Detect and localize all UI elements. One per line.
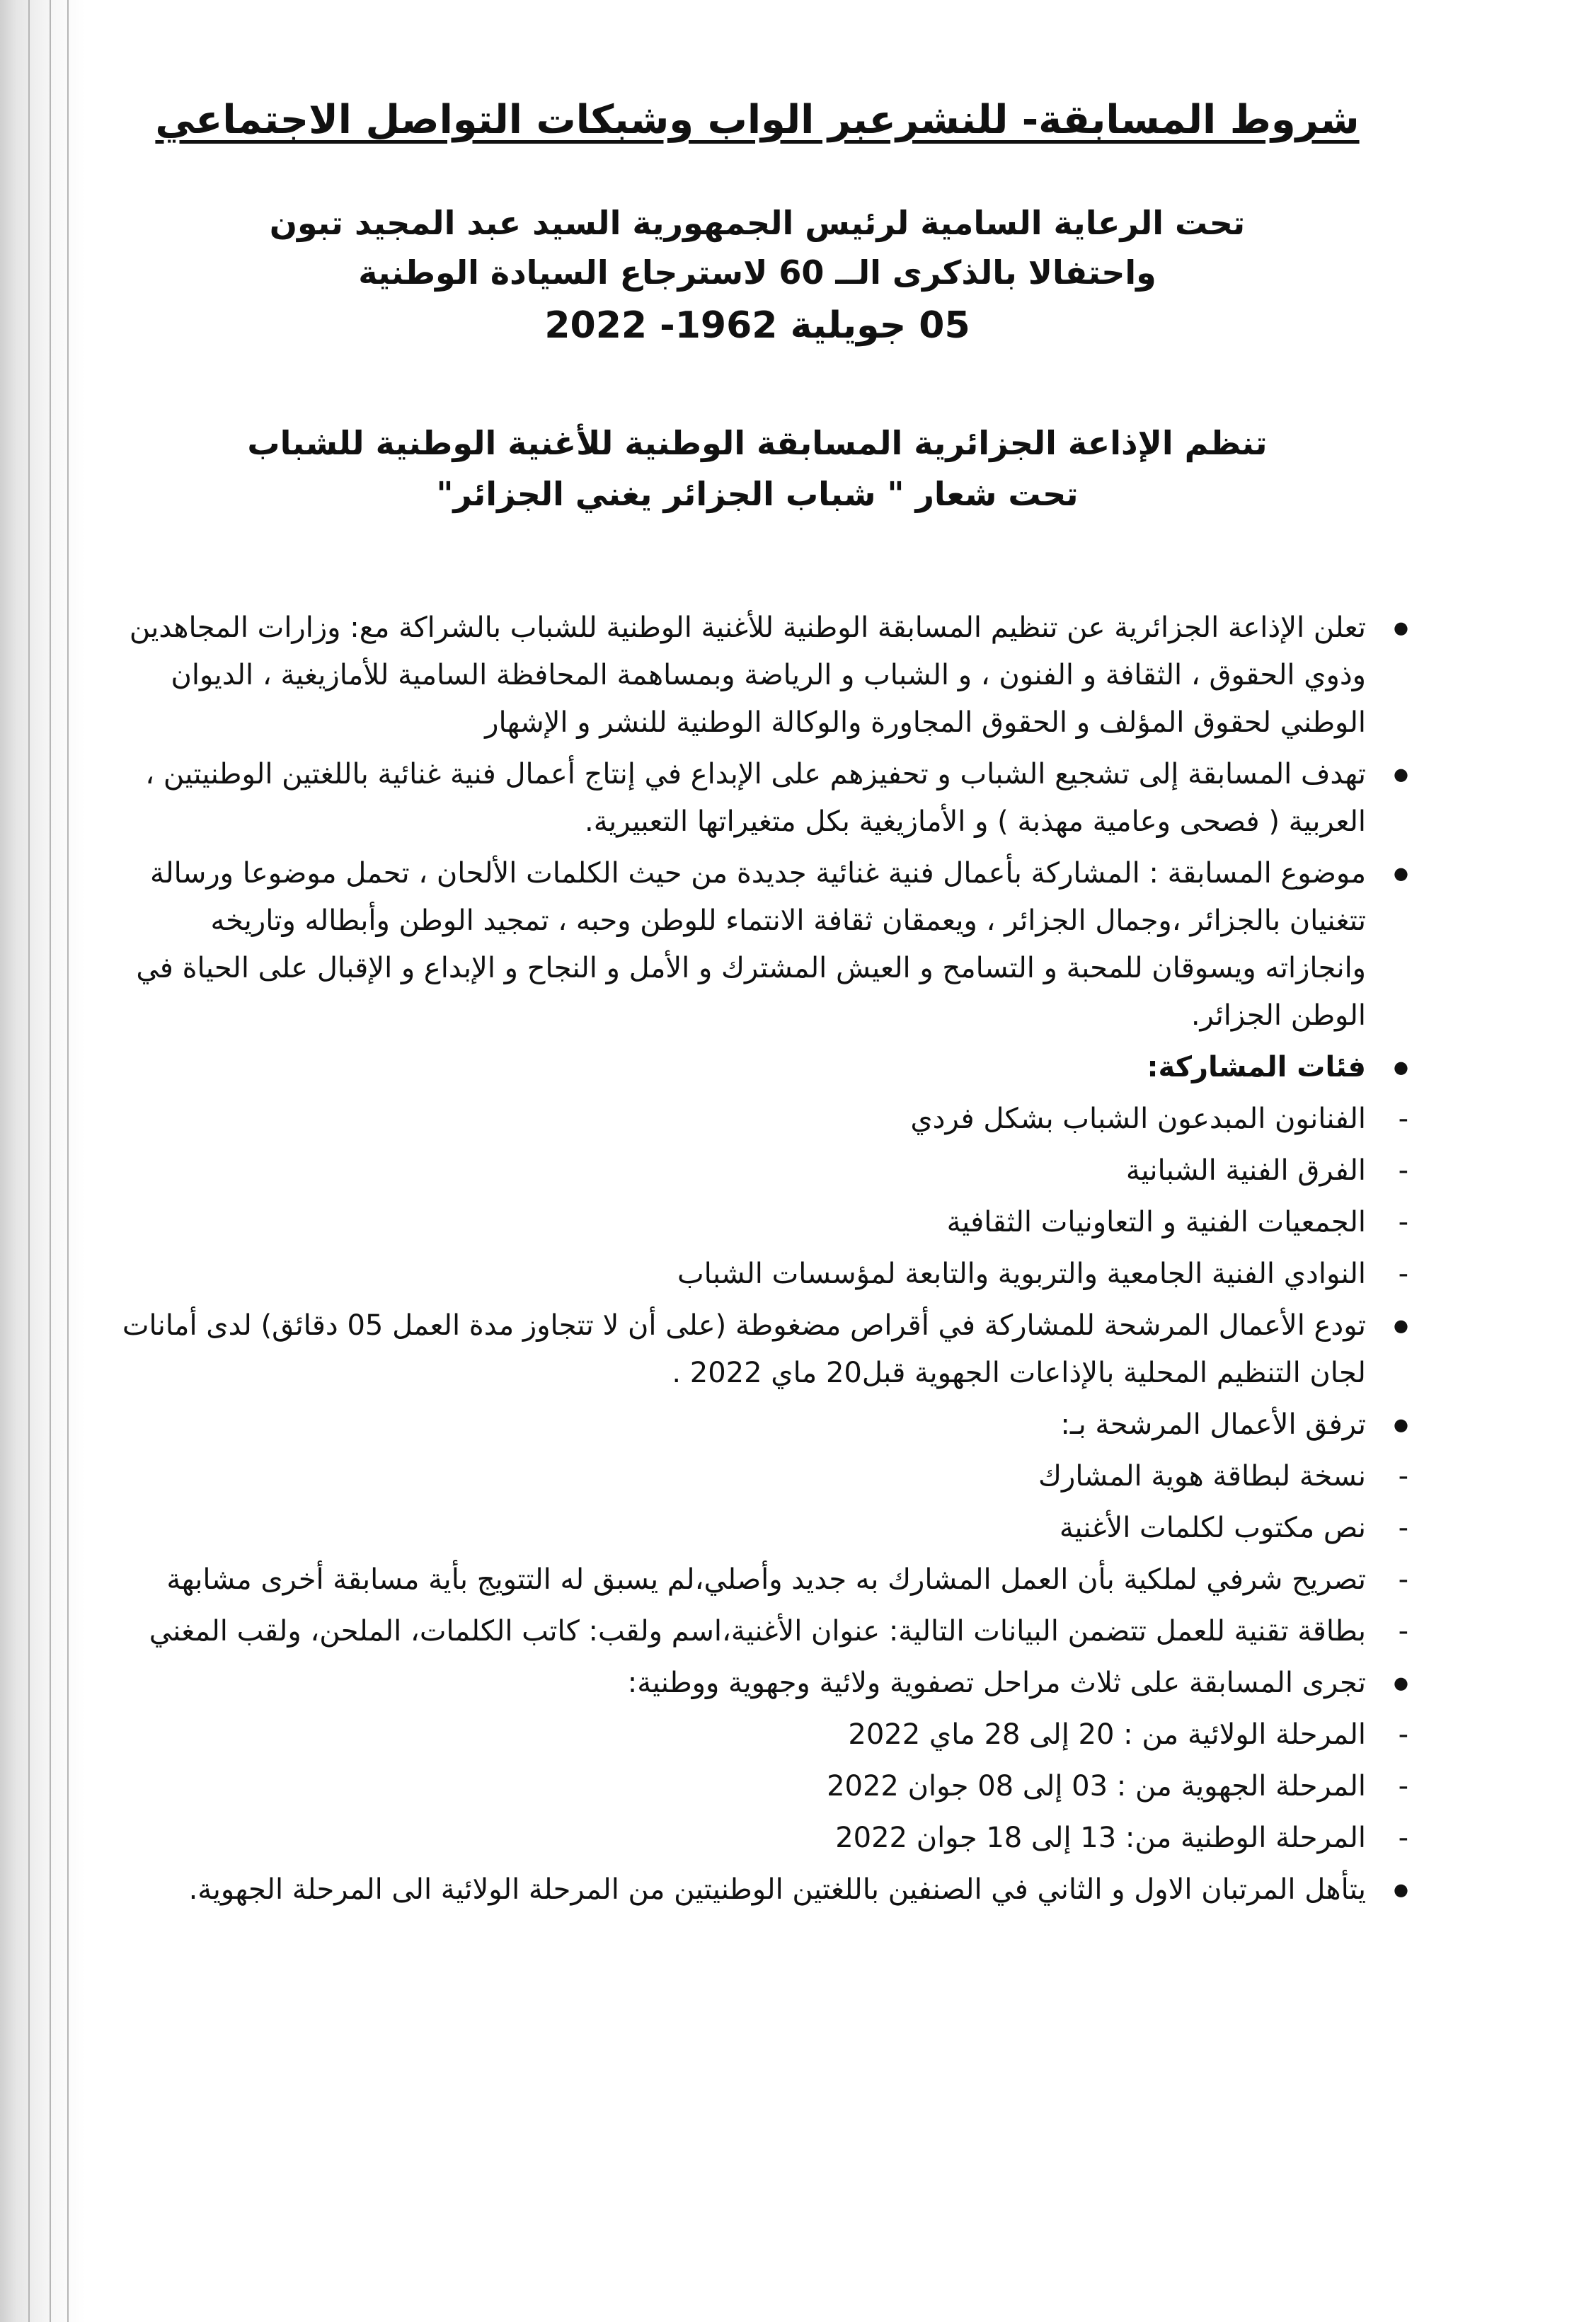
- dash-list-item: - المرحلة الولائية من : 20 إلى 28 ماي 2022: [106, 1711, 1408, 1759]
- dash-list-item: - نص مكتوب لكلمات الأغنية: [106, 1505, 1408, 1552]
- bullet-list-item: ● يتأهل المرتبان الاول و الثاني في الصنفين باللغتين الوطنيتين من المرحلة الولائية الى المرحلة الجهوية.: [106, 1866, 1408, 1914]
- dash-list-item: - المرحلة الجهوية من : 03 إلى 08 جوان 2022: [106, 1763, 1408, 1810]
- scan-line: [67, 0, 69, 2322]
- bullet-list-item: ● تودع الأعمال المرشحة للمشاركة في أقراص مضغوطة (على أن لا تتجاوز مدة العمل 05 دقائق) لدى أمانات لجان التنظيم المحلية بالإذاعات الجهوية قبل20 ماي 2022 .: [106, 1302, 1408, 1397]
- dash-list-item: - الفنانون المبدعون الشباب بشكل فردي: [106, 1096, 1408, 1143]
- bullet-list-item: ● ترفق الأعمال المرشحة بـ:: [106, 1401, 1408, 1449]
- bullet-list-item: ● تعلن الإذاعة الجزائرية عن تنظيم المسابقة الوطنية للأغنية الوطنية للشباب بالشراكة مع: وزارات المجاهدين وذوي الحقوق ، الثقافة و الفنون ، و الشباب و الرياضة وبمساهمة المحافظة السامية للأمازيغية ، الديوان الوطني لحقوق المؤلف و الحقوق المجاورة والوكالة الوطنية للنشر و الإشهار: [106, 604, 1408, 747]
- patronage-line: تحت الرعاية السامية لرئيس الجمهورية السيد عبد المجيد تبون: [269, 204, 1246, 242]
- slogan-line: تحت شعار " شباب الجزائر يغني الجزائر": [436, 475, 1079, 513]
- date-line: 05 جويلية 1962- 2022: [544, 304, 970, 347]
- dash-list-item: - المرحلة الوطنية من: 13 إلى 18 جوان 2022: [106, 1815, 1408, 1862]
- scan-line: [28, 0, 30, 2322]
- dash-list-item: - تصريح شرفي لملكية بأن العمل المشارك به جديد وأصلي،لم يسبق له التتويج بأية مسابقة أخرى مشابهة: [106, 1556, 1408, 1604]
- document-title: شروط المسابقة- للنشرعبر الواب وشبكات التواصل الاجتماعي: [155, 97, 1360, 143]
- organizer-header: [106, 418, 1408, 519]
- scan-shadow-edge: [0, 0, 85, 2322]
- dash-list-item: - نسخة لبطاقة هوية المشارك: [106, 1453, 1408, 1500]
- bullet-list-item: ● تهدف المسابقة إلى تشجيع الشباب و تحفيزهم على الإبداع في إنتاج أعمال فنية غنائية باللغتين الوطنيتين ، العربية ( فصحى وعامية مهذبة ) و الأمازيغية بكل متغيراتها التعبيرية.: [106, 751, 1408, 846]
- dash-list-item: - الجمعيات الفنية و التعاونيات الثقافية: [106, 1199, 1408, 1246]
- organizer-line: تنظم الإذاعة الجزائرية المسابقة الوطنية للأغنية الوطنية للشباب: [247, 424, 1268, 462]
- dash-list-item: - النوادي الفنية الجامعية والتربوية والتابعة لمؤسسات الشباب: [106, 1251, 1408, 1298]
- conditions-list: [106, 604, 1408, 1914]
- bullet-list-item: ● موضوع المسابقة : المشاركة بأعمال فنية غنائية جديدة من حيث الكلمات الألحان ، تحمل موضوعا ورسالة تتغنيان بالجزائر ،وجمال الجزائر ، ويعمقان ثقافة الانتماء للوطن وحبه ، تمجيد الوطن وأبطاله وتاريخه وانجازاته ويسوقان للمحبة و التسامح و العيش المشترك و الأمل و النجاح و الإبداع و الإقبال على الحياة في الوطن الجزائر.: [106, 850, 1408, 1040]
- bullet-list-item: ● فئات المشاركة:: [106, 1044, 1408, 1091]
- patronage-header: [106, 198, 1408, 354]
- scan-line: [50, 0, 51, 2322]
- anniversary-line: واحتفالا بالذكرى الــ 60 لاسترجاع السيادة الوطنية: [358, 253, 1156, 292]
- document-page: [106, 64, 1408, 1918]
- dash-list-item: - بطاقة تقنية للعمل تتضمن البيانات التالية: عنوان الأغنية،اسم ولقب: كاتب الكلمات، الملحن، ولقب المغني: [106, 1608, 1408, 1655]
- bullet-list-item: ● تجرى المسابقة على ثلاث مراحل تصفوية ولائية وجهوية ووطنية:: [106, 1660, 1408, 1707]
- dash-list-item: - الفرق الفنية الشبانية: [106, 1147, 1408, 1195]
